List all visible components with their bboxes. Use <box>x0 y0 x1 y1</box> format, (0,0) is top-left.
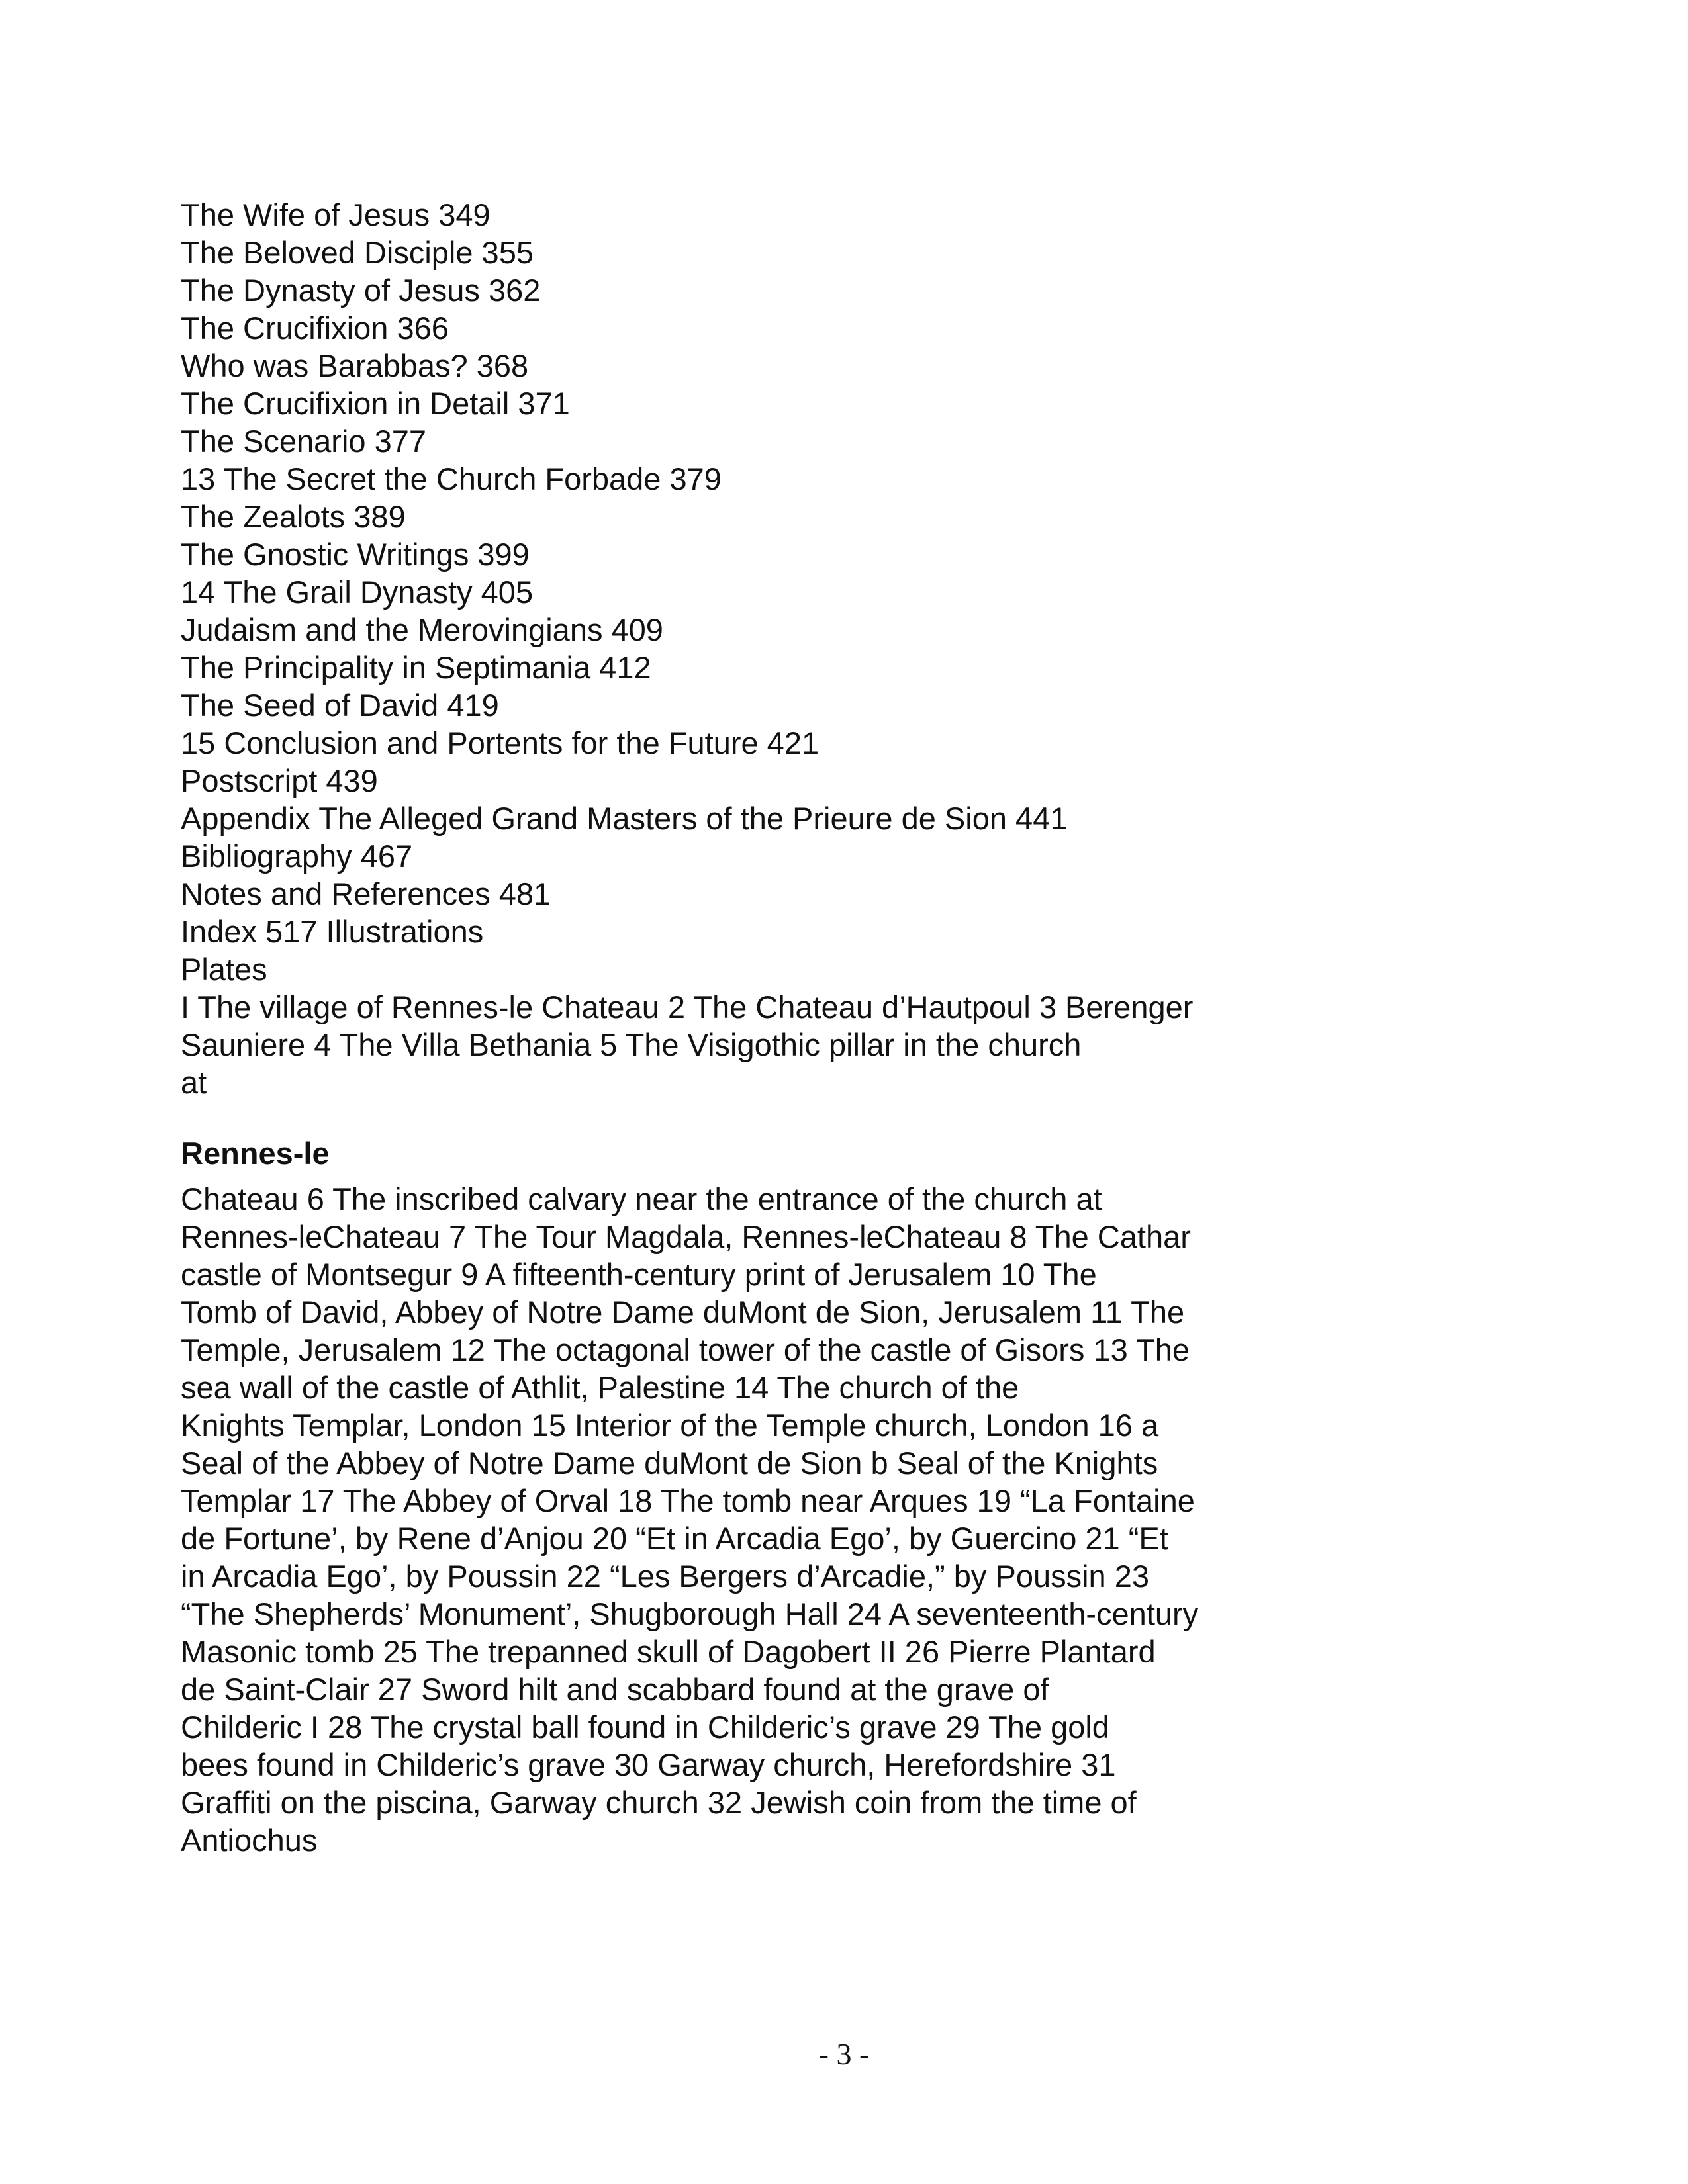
toc-line: Postscript 439 <box>181 763 378 798</box>
body-line: Tomb of David, Abbey of Notre Dame duMont de Sion, Jerusalem 11 The <box>181 1295 1185 1330</box>
toc-line: Notes and References 481 <box>181 876 551 911</box>
body-line: Graffiti on the piscina, Garway church 32 Jewish coin from the time of <box>181 1785 1137 1820</box>
page-number: - 3 - <box>818 2037 870 2071</box>
toc-line: The Principality in Septimania 412 <box>181 650 651 685</box>
toc-line: Appendix The Alleged Grand Masters of the Prieure de Sion 441 <box>181 801 1068 836</box>
body-line: in Arcadia Ego’, by Poussin 22 “Les Bergers d’Arcadie,” by Poussin 23 <box>181 1559 1150 1594</box>
body-line: Childeric I 28 The crystal ball found in Childeric’s grave 29 The gold <box>181 1709 1109 1745</box>
toc-line: The Gnostic Writings 399 <box>181 537 530 572</box>
body-line: Temple, Jerusalem 12 The octagonal tower of the castle of Gisors 13 The <box>181 1332 1190 1367</box>
body-line: de Saint-Clair 27 Sword hilt and scabbard found at the grave of <box>181 1672 1049 1707</box>
section-heading: Rennes-le <box>181 1136 330 1171</box>
toc-line: Index 517 Illustrations <box>181 914 484 949</box>
toc-line: 15 Conclusion and Portents for the Future 421 <box>181 725 820 760</box>
toc-line: The Scenario 377 <box>181 424 427 459</box>
toc-line: The Dynasty of Jesus 362 <box>181 273 541 308</box>
body-line: Antiochus <box>181 1823 318 1858</box>
toc-line: The Crucifixion 366 <box>181 310 449 345</box>
toc-line: I The village of Rennes-le Chateau 2 The Chateau d’Hautpoul 3 Berenger <box>181 989 1194 1024</box>
body-line: castle of Montsegur 9 A fifteenth-century print of Jerusalem 10 The <box>181 1257 1097 1292</box>
body-line: Rennes-leChateau 7 The Tour Magdala, Rennes-leChateau 8 The Cathar <box>181 1219 1191 1254</box>
body-line: sea wall of the castle of Athlit, Palestine 14 The church of the <box>181 1370 1019 1405</box>
table-of-contents <box>181 196 1306 1101</box>
illustrations-list <box>181 1180 1306 1859</box>
body-line: bees found in Childeric’s grave 30 Garway church, Herefordshire 31 <box>181 1747 1116 1782</box>
toc-line: Who was Barabbas? 368 <box>181 348 529 383</box>
toc-line: at <box>181 1065 207 1100</box>
body-line: “The Shepherds’ Monument’, Shugborough Hall 24 A seventeenth-century <box>181 1596 1199 1631</box>
body-line: de Fortune’, by Rene d’Anjou 20 “Et in Arcadia Ego’, by Guercino 21 “Et <box>181 1521 1168 1556</box>
body-line: Masonic tomb 25 The trepanned skull of Dagobert II 26 Pierre Plantard <box>181 1634 1156 1669</box>
toc-line: The Zealots 389 <box>181 499 406 534</box>
toc-line: Plates <box>181 952 267 987</box>
toc-line: The Beloved Disciple 355 <box>181 235 534 270</box>
toc-line: The Crucifixion in Detail 371 <box>181 386 570 421</box>
body-line: Chateau 6 The inscribed calvary near the entrance of the church at <box>181 1181 1102 1216</box>
body-line: Seal of the Abbey of Notre Dame duMont de Sion b Seal of the Knights <box>181 1445 1158 1480</box>
body-line: Templar 17 The Abbey of Orval 18 The tomb near Arques 19 “La Fontaine <box>181 1483 1195 1518</box>
toc-line: 14 The Grail Dynasty 405 <box>181 574 534 610</box>
toc-line: Bibliography 467 <box>181 839 413 874</box>
toc-line: Sauniere 4 The Villa Bethania 5 The Visigothic pillar in the church <box>181 1027 1082 1062</box>
toc-line: The Wife of Jesus 349 <box>181 197 491 232</box>
toc-line: The Seed of David 419 <box>181 688 499 723</box>
toc-line: 13 The Secret the Church Forbade 379 <box>181 461 722 496</box>
toc-line: Judaism and the Merovingians 409 <box>181 612 663 647</box>
body-line: Knights Templar, London 15 Interior of the Temple church, London 16 a <box>181 1408 1159 1443</box>
